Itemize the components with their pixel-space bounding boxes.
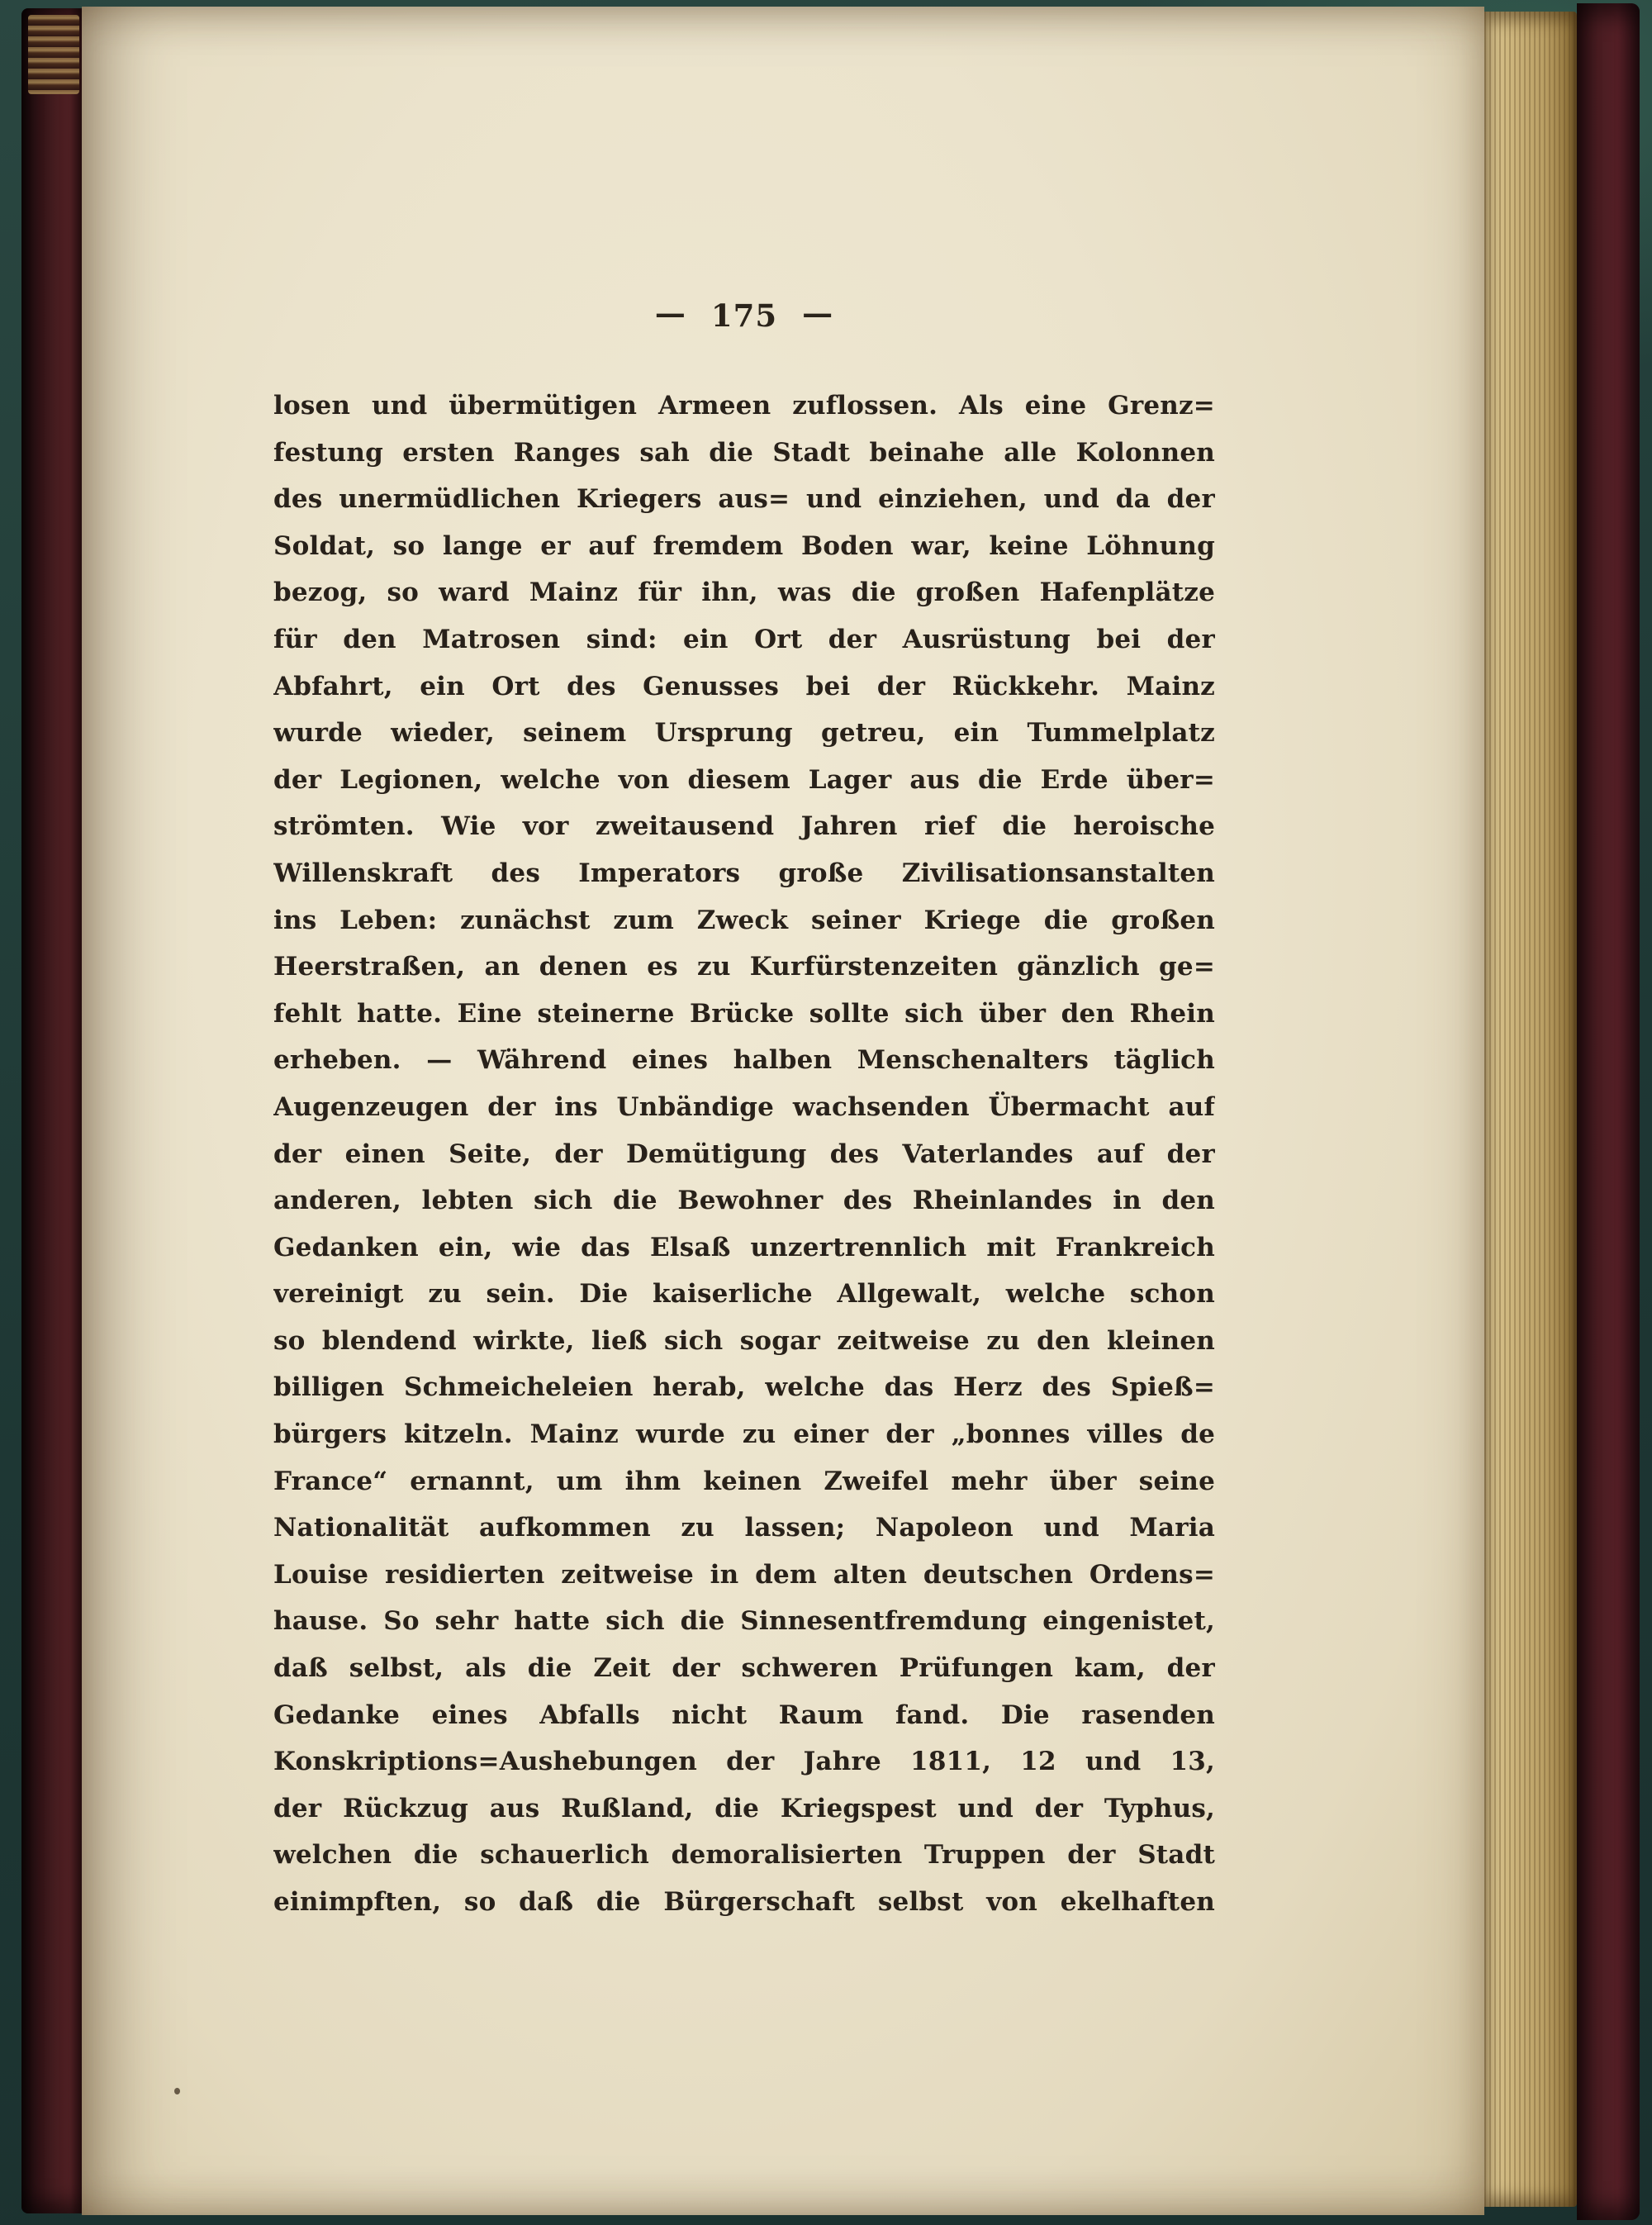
text-line: Willenskraft des Imperators große Zivilisationsanstalten [273, 858, 1215, 888]
text-line: losen und übermütigen Armeen zuflossen. Als eine Grenz= [273, 391, 1215, 421]
text-line: billigen Schmeicheleien herab, welche das Herz des Spieß= [273, 1372, 1215, 1403]
book-spine [21, 8, 83, 2213]
text-line: Heerstraßen, an denen es zu Kurfürstenzeiten gänzlich ge= [273, 952, 1215, 982]
text-line: fehlt hatte. Eine steinerne Brücke sollte sich über den Rhein [273, 998, 1215, 1029]
text-line: bürgers kitzeln. Mainz wurde zu einer der „bonnes villes de [273, 1419, 1215, 1450]
page-number [273, 297, 1215, 334]
text-line: des unermüdlichen Kriegers aus= und einziehen, und da der [273, 484, 1215, 515]
text-line: erheben. — Während eines halben Menschenalters täglich [273, 1045, 1215, 1076]
text-line: strömten. Wie vor zweitausend Jahren rief die heroische [273, 811, 1215, 842]
text-line: so blendend wirkte, ließ sich sogar zeitweise zu den kleinen [273, 1325, 1215, 1356]
text-line: Konskriptions=Aushebungen der Jahre 1811, 12 und 13, [273, 1747, 1215, 1777]
text-line: der einen Seite, der Demütigung des Vaterlandes auf der [273, 1139, 1215, 1169]
text-line: welchen die schauerlich demoralisierten Truppen der Stadt [273, 1840, 1215, 1871]
text-line: Nationalität aufkommen zu lassen; Napoleon und Maria [273, 1513, 1215, 1543]
text-line: Gedanke eines Abfalls nicht Raum fand. Die rasenden [273, 1700, 1215, 1730]
page-number-dash-left: — [654, 295, 686, 331]
text-line: hause. So sehr hatte sich die Sinnesentfremdung eingenistet, [273, 1606, 1215, 1637]
text-line: daß selbst, als die Zeit der schweren Prüfungen kam, der [273, 1653, 1215, 1684]
spine-binding-ribs [28, 15, 79, 94]
text-line: Abfahrt, ein Ort des Genusses bei der Rückkehr. Mainz [273, 671, 1215, 701]
text-line: wurde wieder, seinem Ursprung getreu, ein Tummelplatz [273, 718, 1215, 749]
text-line: France“ ernannt, um ihm keinen Zweifel mehr über seine [273, 1466, 1215, 1496]
text-block [273, 383, 1215, 1926]
text-line: Soldat, so lange er auf fremdem Boden war, keine Löhnung [273, 530, 1215, 561]
text-line: Gedanken ein, wie das Elsaß unzertrennlich mit Frankreich [273, 1232, 1215, 1262]
text-line: der Legionen, welche von diesem Lager aus die Erde über= [273, 764, 1215, 795]
text-line: Louise residierten zeitweise in dem alten deutschen Ordens= [273, 1559, 1215, 1590]
paper-speck [174, 2088, 180, 2094]
text-line: einimpften, so daß die Bürgerschaft selbst von ekelhaften [273, 1887, 1215, 1917]
page-number-dash-right: — [802, 295, 834, 331]
text-line: ins Leben: zunächst zum Zweck seiner Kriege die großen [273, 905, 1215, 935]
text-line: der Rückzug aus Rußland, die Kriegspest und der Typhus, [273, 1793, 1215, 1823]
text-line: Augenzeugen der ins Unbändige wachsenden Übermacht auf [273, 1091, 1215, 1122]
text-line: bezog, so ward Mainz für ihn, was die großen Hafenplätze [273, 578, 1215, 608]
text-line: für den Matrosen sind: ein Ort der Ausrüstung bei der [273, 624, 1215, 654]
text-line: festung ersten Ranges sah die Stadt beinahe alle Kolonnen [273, 437, 1215, 468]
page-number-value: 175 [710, 297, 778, 334]
text-line: vereinigt zu sein. Die kaiserliche Allgewalt, welche schon [273, 1279, 1215, 1310]
page-edges [1484, 12, 1577, 2207]
book-cover-edge [1577, 3, 1640, 2220]
book-page [82, 7, 1484, 2215]
text-line: anderen, lebten sich die Bewohner des Rheinlandes in den [273, 1186, 1215, 1216]
